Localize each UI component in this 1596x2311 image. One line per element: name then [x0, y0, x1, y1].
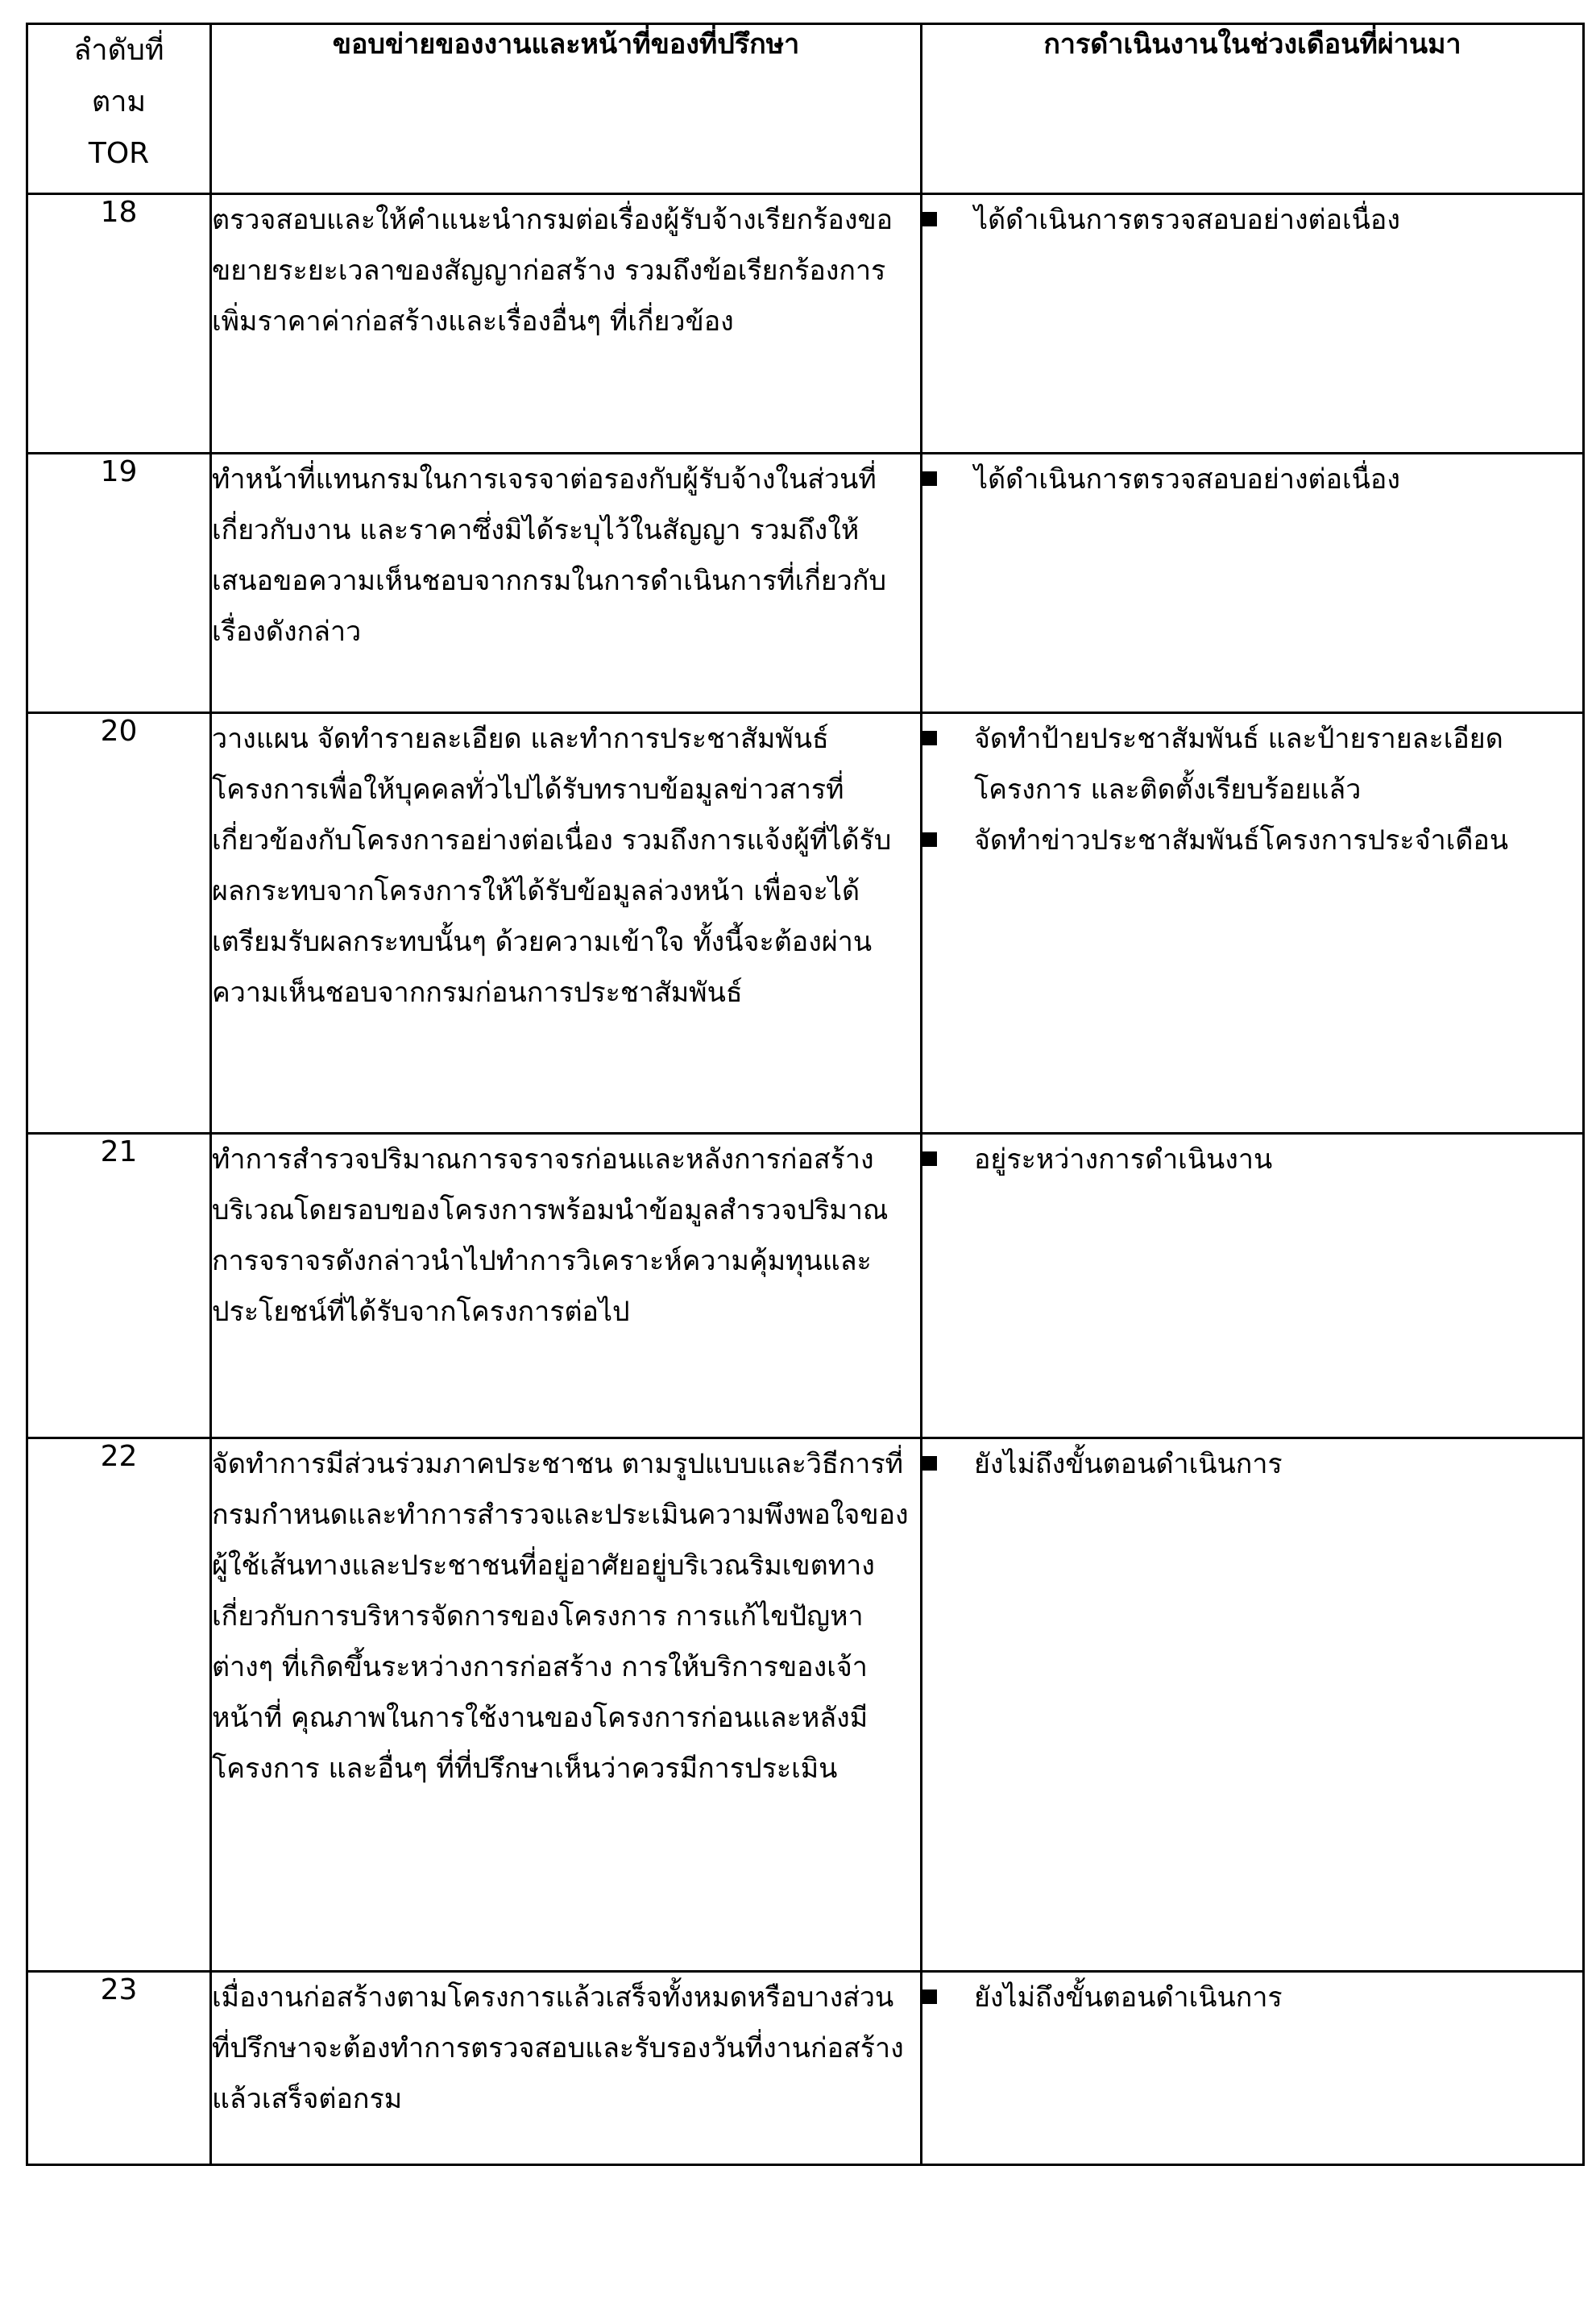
row-status [922, 1438, 1584, 1972]
status-text: ได้ดำเนินการตรวจสอบอย่างต่อเนื่อง [974, 204, 1400, 236]
row-status [922, 1972, 1584, 2165]
square-bullet-icon [922, 212, 937, 226]
table-header [27, 24, 1584, 194]
header-tor-number-line: ลำดับที่ [73, 34, 164, 67]
row-scope: ทำการสำรวจปริมาณการจราจรก่อนและหลังการก่อสร้างบริเวณโดยรอบของโครงการพร้อมนำข้อมูลสำรวจปริมาณการจราจรดังกล่าวนำไปทำการวิเคราะห์ความคุ้มทุนและประโยชน์ที่ได้รับจากโครงการต่อไป [211, 1134, 922, 1438]
header-status: การดำเนินงานในช่วงเดือนที่ผ่านมา [922, 24, 1584, 194]
status-list [922, 1439, 1582, 1490]
status-list [922, 195, 1582, 246]
table-row [27, 1438, 1584, 1972]
status-list [922, 1135, 1582, 1185]
row-status [922, 194, 1584, 454]
row-status [922, 1134, 1584, 1438]
table-row [27, 713, 1584, 1134]
row-scope: ตรวจสอบและให้คำแนะนำกรมต่อเรื่องผู้รับจ้างเรียกร้องขอขยายระยะเวลาของสัญญาก่อสร้าง รวมถึงข้อเรียกร้องการเพิ่มราคาค่าก่อสร้างและเรื่องอื่นๆ ที่เกี่ยวข้อง [211, 194, 922, 454]
header-tor-number-line: TOR [88, 137, 150, 170]
status-text: ได้ดำเนินการตรวจสอบอย่างต่อเนื่อง [974, 463, 1400, 496]
status-text: ยังไม่ถึงขั้นตอนดำเนินการ [974, 1981, 1283, 2014]
status-list [922, 454, 1582, 505]
status-item [922, 714, 1582, 815]
square-bullet-icon [922, 1456, 937, 1471]
row-status [922, 713, 1584, 1134]
status-list [922, 714, 1582, 866]
table-row [27, 194, 1584, 454]
status-item [922, 815, 1582, 866]
square-bullet-icon [922, 1989, 937, 2004]
row-scope: วางแผน จัดทำรายละเอียด และทำการประชาสัมพันธ์โครงการเพื่อให้บุคคลทั่วไปได้รับทราบข้อมูลข่าวสารที่เกี่ยวข้องกับโครงการอย่างต่อเนื่อง รวมถึงการแจ้งผู้ที่ได้รับผลกระทบจากโครงการให้ได้รับข้อมูลล่วงหน้า เพื่อจะได้เตรียมรับผลกระทบนั้นๆ ด้วยความเข้าใจ ทั้งนี้จะต้องผ่านความเห็นชอบจากกรมก่อนการประชาสัมพันธ์ [211, 713, 922, 1134]
row-scope: เมื่องานก่อสร้างตามโครงการแล้วเสร็จทั้งหมดหรือบางส่วน ที่ปรึกษาจะต้องทำการตรวจสอบและรับรองวันที่งานก่อสร้างแล้วเสร็จต่อกรม [211, 1972, 922, 2165]
status-item [922, 1135, 1582, 1185]
row-status [922, 454, 1584, 713]
status-text: จัดทำข่าวประชาสัมพันธ์โครงการประจำเดือน [974, 824, 1509, 857]
row-scope: ทำหน้าที่แทนกรมในการเจรจาต่อรองกับผู้รับจ้างในส่วนที่เกี่ยวกับงาน และราคาซึ่งมิได้ระบุไว้ในสัญญา รวมถึงให้เสนอขอความเห็นชอบจากกรมในการดำเนินการที่เกี่ยวกับเรื่องดังกล่าว [211, 454, 922, 713]
square-bullet-icon [922, 471, 937, 486]
row-number: 18 [27, 194, 211, 454]
row-number: 20 [27, 713, 211, 1134]
header-row [27, 24, 1584, 194]
row-number: 22 [27, 1438, 211, 1972]
row-number: 19 [27, 454, 211, 713]
status-list [922, 1973, 1582, 2023]
status-text: ยังไม่ถึงขั้นตอนดำเนินการ [974, 1448, 1283, 1480]
status-item [922, 454, 1582, 505]
status-item [922, 1439, 1582, 1490]
square-bullet-icon [922, 731, 937, 745]
status-item [922, 1973, 1582, 2023]
tor-progress-table [26, 23, 1585, 2166]
row-scope: จัดทำการมีส่วนร่วมภาคประชาชน ตามรูปแบบและวิธีการที่กรมกำหนดและทำการสำรวจและประเมินความพึงพอใจของผู้ใช้เส้นทางและประชาชนที่อยู่อาศัยอยู่บริเวณริมเขตทางเกี่ยวกับการบริหารจัดการของโครงการ การแก้ไขปัญหาต่างๆ ที่เกิดขึ้นระหว่างการก่อสร้าง การให้บริการของเจ้าหน้าที่ คุณภาพในการใช้งานของโครงการก่อนและหลังมีโครงการ และอื่นๆ ที่ที่ปรึกษาเห็นว่าควรมีการประเมิน [211, 1438, 922, 1972]
table-row [27, 1134, 1584, 1438]
row-number: 21 [27, 1134, 211, 1438]
table-body [27, 194, 1584, 2165]
row-number: 23 [27, 1972, 211, 2165]
status-text: จัดทำป้ายประชาสัมพันธ์ และป้ายรายละเอียดโครงการ และติดตั้งเรียบร้อยแล้ว [974, 723, 1503, 806]
header-tor-number-line: ตาม [91, 85, 147, 118]
header-scope: ขอบข่ายของงานและหน้าที่ของที่ปรึกษา [211, 24, 922, 194]
square-bullet-icon [922, 1151, 937, 1166]
status-text: อยู่ระหว่างการดำเนินงาน [974, 1143, 1273, 1176]
table-row [27, 1972, 1584, 2165]
table-row [27, 454, 1584, 713]
header-tor-number [27, 24, 211, 194]
square-bullet-icon [922, 832, 937, 847]
status-item [922, 195, 1582, 246]
